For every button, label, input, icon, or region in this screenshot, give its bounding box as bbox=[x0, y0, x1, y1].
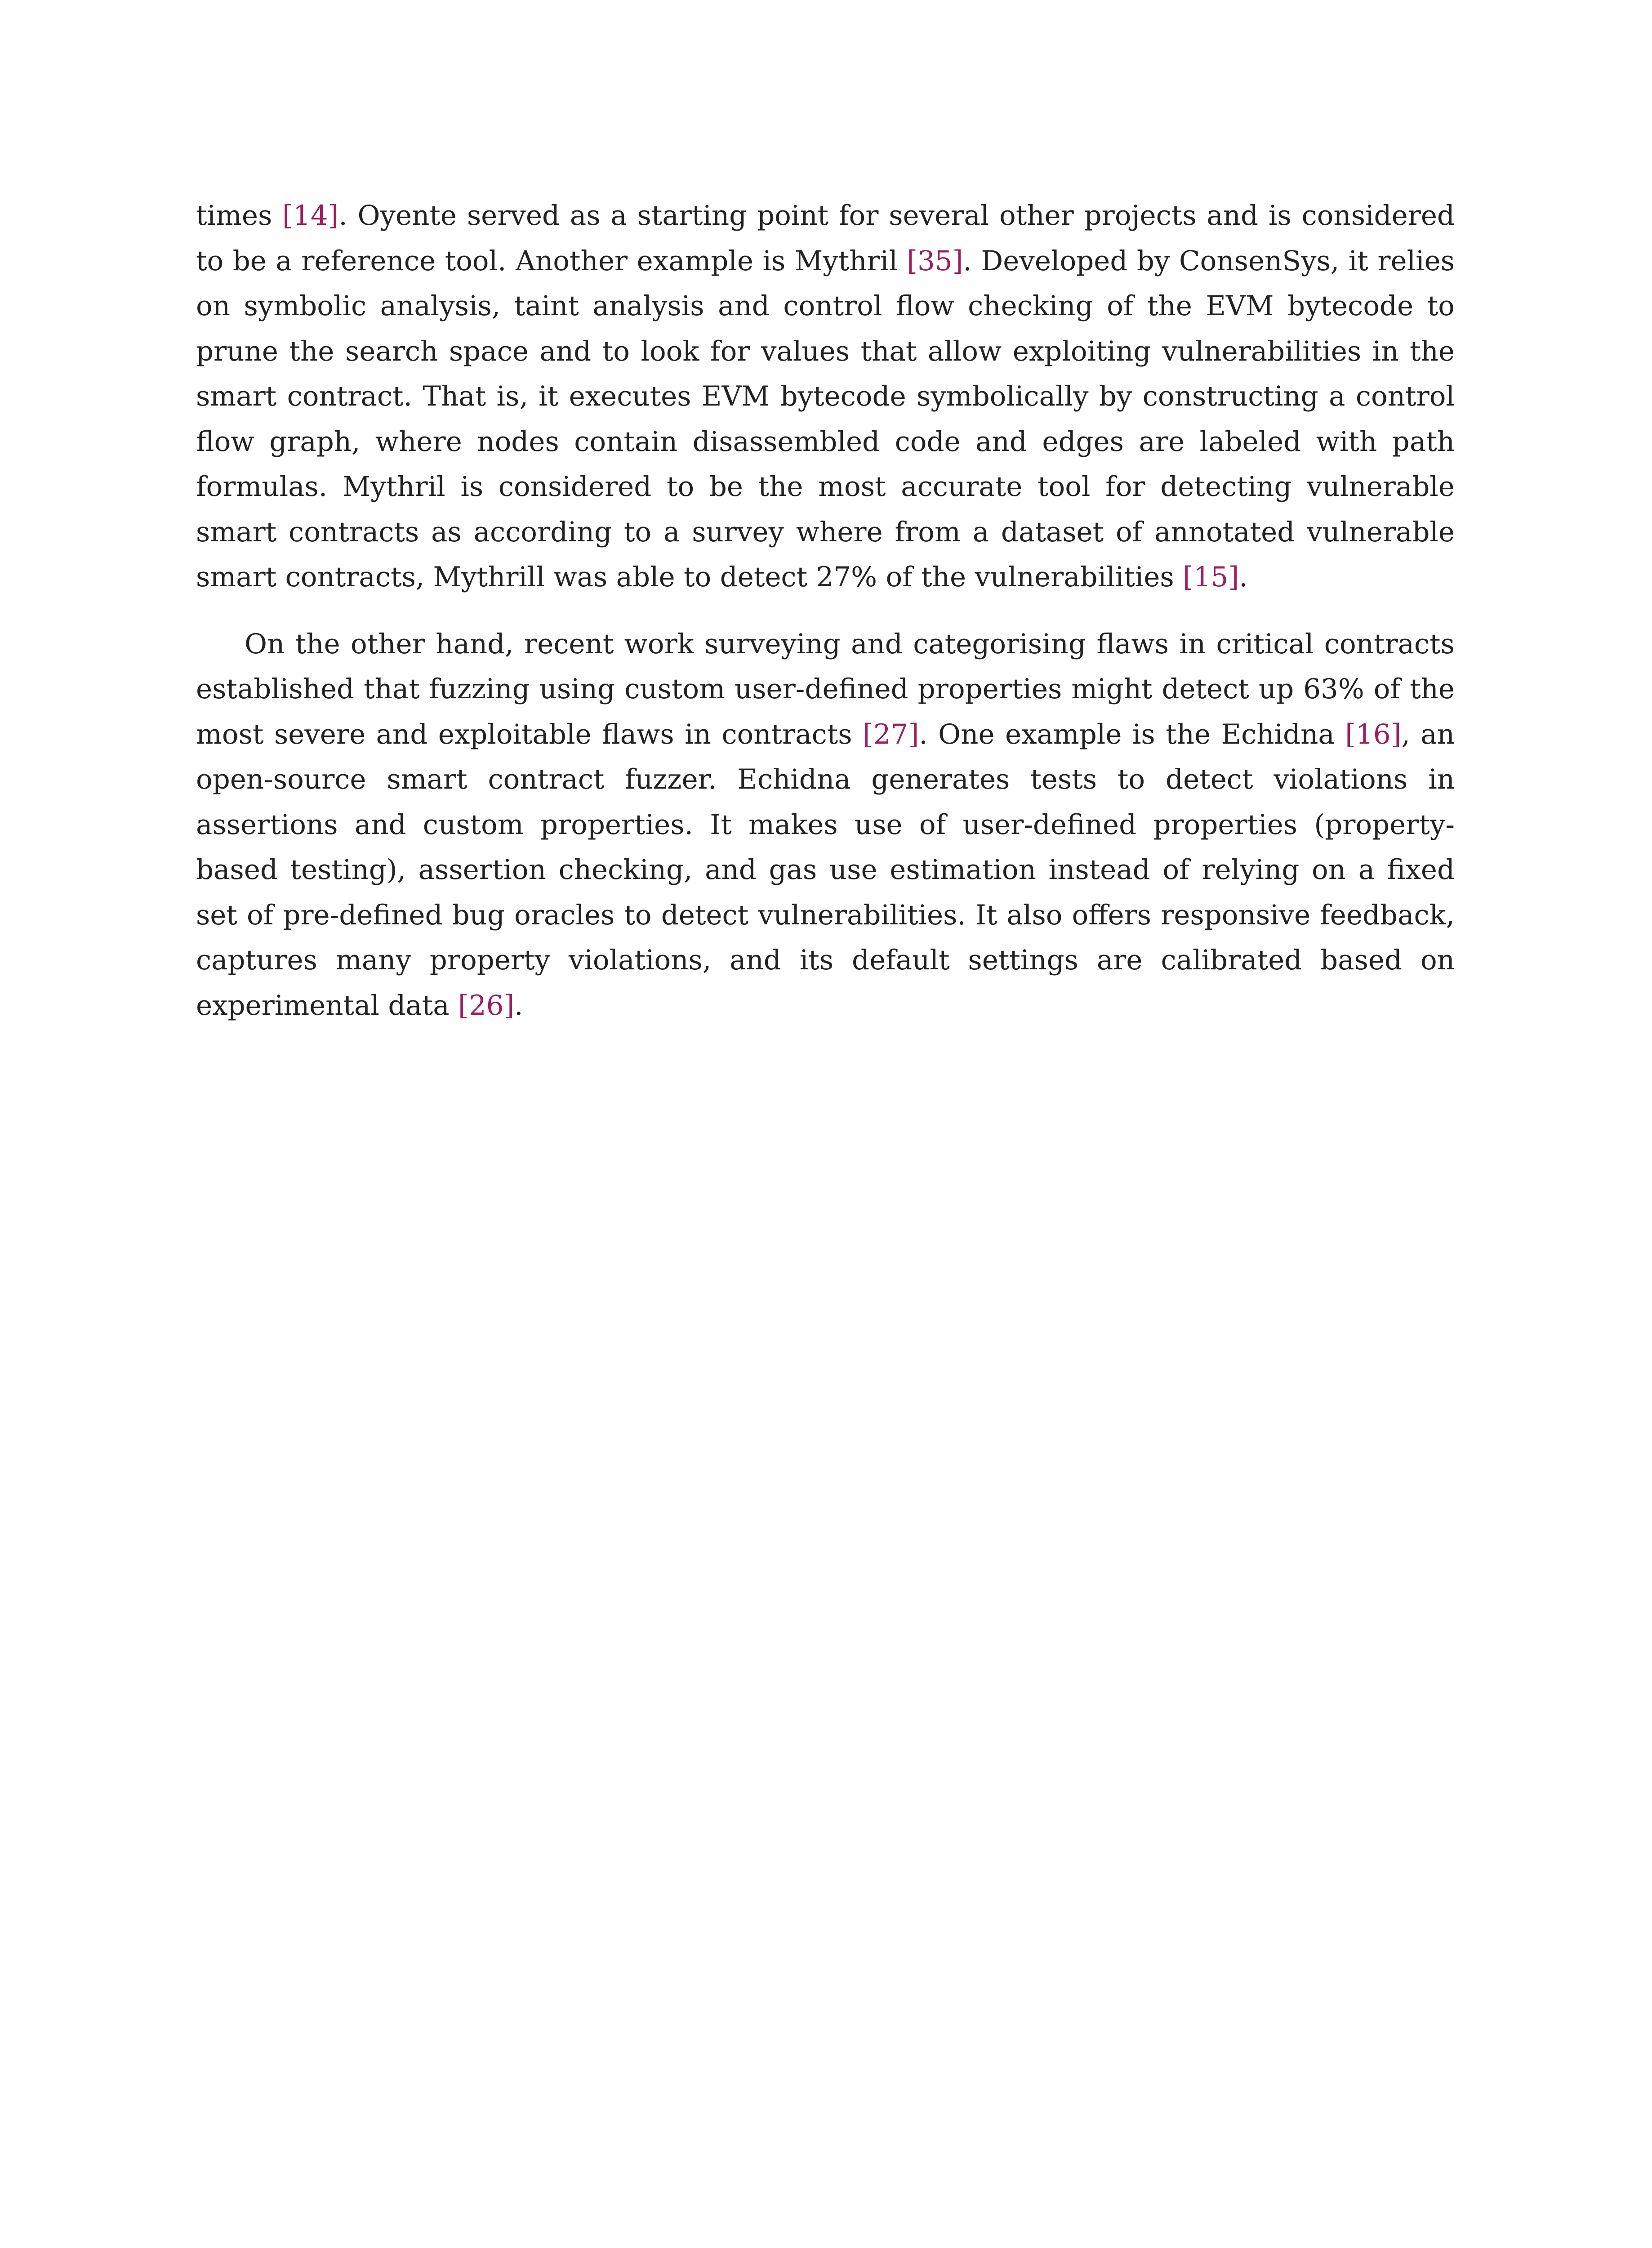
citation-link-15[interactable]: [15] bbox=[1183, 561, 1239, 593]
text-segment: On the other hand, recent work surveying and categorising flaws in critical contracts established that fuzzing using custom user-defined properties might detect up 63% of the most severe and exploitable flaws in contracts bbox=[196, 628, 1455, 750]
text-segment: . Oyente served as a starting point for several other projects and is considered to be a reference tool. Another example is Mythril bbox=[196, 200, 1455, 277]
text-segment: times bbox=[196, 200, 283, 232]
citation-link-35[interactable]: [35] bbox=[907, 245, 963, 277]
text-segment: . One example is the Echidna bbox=[919, 718, 1345, 750]
citation-link-27[interactable]: [27] bbox=[863, 718, 919, 750]
text-segment: , an open-source smart contract fuzzer. Echidna generates tests to detect violations in assertions and custom properties. It makes use of user-defined properties (property-based testing), assertion checking, and gas use estimation instead of relying on a fixed set of pre-defined bug oracles to detect vulnerabilities. It also offers responsive feedback, captures many property violations, and its default settings are calibrated based on experimental data bbox=[196, 718, 1455, 1021]
text-segment: . bbox=[514, 989, 523, 1021]
body-text bbox=[196, 193, 1455, 1028]
paragraph-1 bbox=[196, 193, 1455, 600]
paragraph-2 bbox=[196, 622, 1455, 1029]
citation-link-26[interactable]: [26] bbox=[458, 989, 515, 1021]
citation-link-14[interactable]: [14] bbox=[282, 200, 339, 232]
text-segment: . bbox=[1239, 561, 1248, 593]
text-segment: . Developed by ConsenSys, it relies on symbolic analysis, taint analysis and control flow checking of the EVM bytecode to prune the search space and to look for values that allow exploiting vulnerabilities in the smart contract. That is, it executes EVM bytecode symbolically by constructing a control flow graph, where nodes contain disassembled code and edges are labeled with path formulas. Mythril is considered to be the most accurate tool for detecting vulnerable smart contracts as according to a survey where from a dataset of annotated vulnerable smart contracts, Mythrill was able to detect 27% of the vulnerabilities bbox=[196, 245, 1455, 593]
citation-link-16[interactable]: [16] bbox=[1345, 718, 1402, 750]
